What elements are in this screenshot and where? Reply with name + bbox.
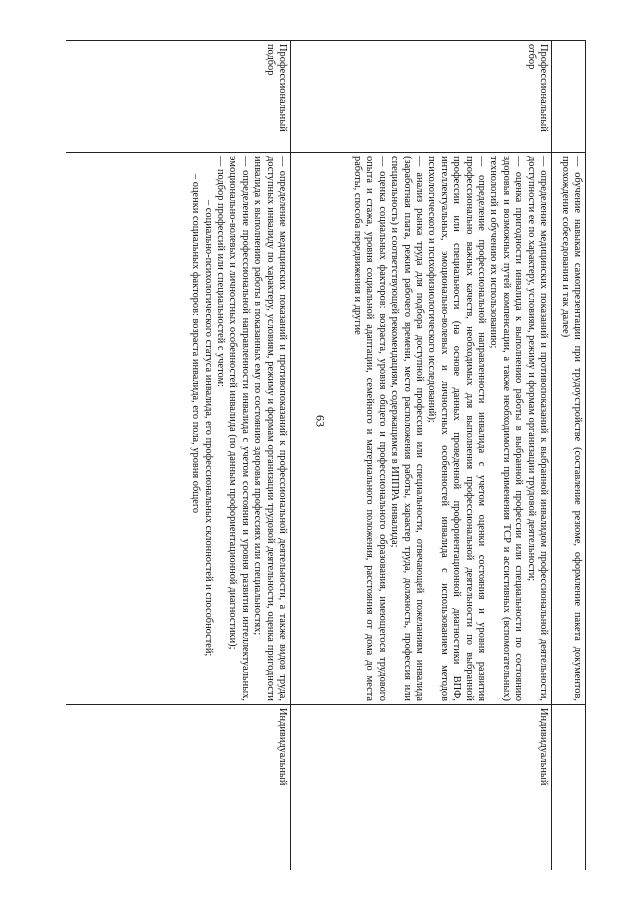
content-paragraph: — определение профессиональной направленности инвалида с учетом состояния и уровня развития интеллектуальных, эмоционально-волевых и личностных особенностей инвалида (по данным профориентационной диагностики); xyxy=(227,156,251,701)
rotated-table-frame xyxy=(66,40,586,870)
form-cell: Индивидуальный xyxy=(291,705,552,871)
page-number: 63 xyxy=(313,415,328,427)
content-paragraph: — подбор профессий или специальностей с учетом: xyxy=(214,156,226,387)
stage-cell xyxy=(552,41,586,153)
content-paragraph: — анализ рынка труда для подбора доступной профессии или специальности, отвечающей пожеланиям инвалида (заработная плата, режим рабочего времени, место расположения работы, характер труда, должность, профессия или специальность) и соответствующей рекомендациям, содержащимся в ИППРА инвалида; xyxy=(389,156,425,701)
content-subparagraph: – социально-психологического статуса инвалида, его профессиональных склонностей и способностей; xyxy=(202,200,214,657)
content-cell xyxy=(291,153,552,705)
content-subparagraph: – оценки социальных факторов: возраста инвалида, его пола, уровня общего xyxy=(190,174,202,514)
content-cell xyxy=(552,153,586,705)
table-row xyxy=(552,41,586,871)
table-row xyxy=(66,41,291,871)
stage-cell: Профессиональный отбор xyxy=(291,41,552,153)
content-paragraph: — определение медицинских показаний и противопоказаний к выбранной инвалидом профессиональной деятельности, доступности ее по характеру, условиям, режиму и формам организации трудовой деятельности; xyxy=(525,156,549,701)
content-cell xyxy=(66,153,291,705)
form-cell xyxy=(552,705,586,871)
content-paragraph: — определение профессиональной направленности инвалида с учетом оценки состояния и уровня развития профессионально важных качеств, необходимых для выполнения профессиональной деятельности по выбранной профессии или специальности (на основе данных проведенной профориентационной диагностики ВПФ, интеллектуальных, эмоционально-волевых и личностных особенностей инвалида с использованием методов психологического и психофизиологического исследований); xyxy=(426,156,487,701)
table-row xyxy=(291,41,552,871)
stage-cell: Профессиональный подбор xyxy=(66,41,291,153)
rehabilitation-table xyxy=(66,40,586,870)
content-paragraph: — определение медицинских показаний и противопоказаний к профессиональной деятельности, а также видов труда, доступных инвалиду по характеру, условиям, режиму и формам организации трудовой деятельности, оценка пригодности инвалида к выполнению работы в показанных ему по состоянию здоровья профессиях или специальностях; xyxy=(252,156,288,701)
content-paragraph: — оценка социальных факторов: возраста, уровня общего и профессионального образования, имеющегося трудового опыта и стажа, уровня социальной адаптации, семейного и материального положения, расстояния от дома до места работы, способа передвижения и другие xyxy=(351,156,388,701)
content-paragraph: — обучение навыкам самопрезентации при трудоустройстве (составление резюме, оформление пакета документов, прохождение собеседования и так далее) xyxy=(559,156,583,701)
form-cell: Индивидуальный xyxy=(66,705,291,871)
content-paragraph: — оценка пригодности инвалида к выполнению работы в выбранной профессии или специальности по состоянию здоровья и возможных путей компенсации, а также необходимости применения ТСР и ассистивных (вспомогательных) технологий и обучению их использованию; xyxy=(488,156,525,701)
